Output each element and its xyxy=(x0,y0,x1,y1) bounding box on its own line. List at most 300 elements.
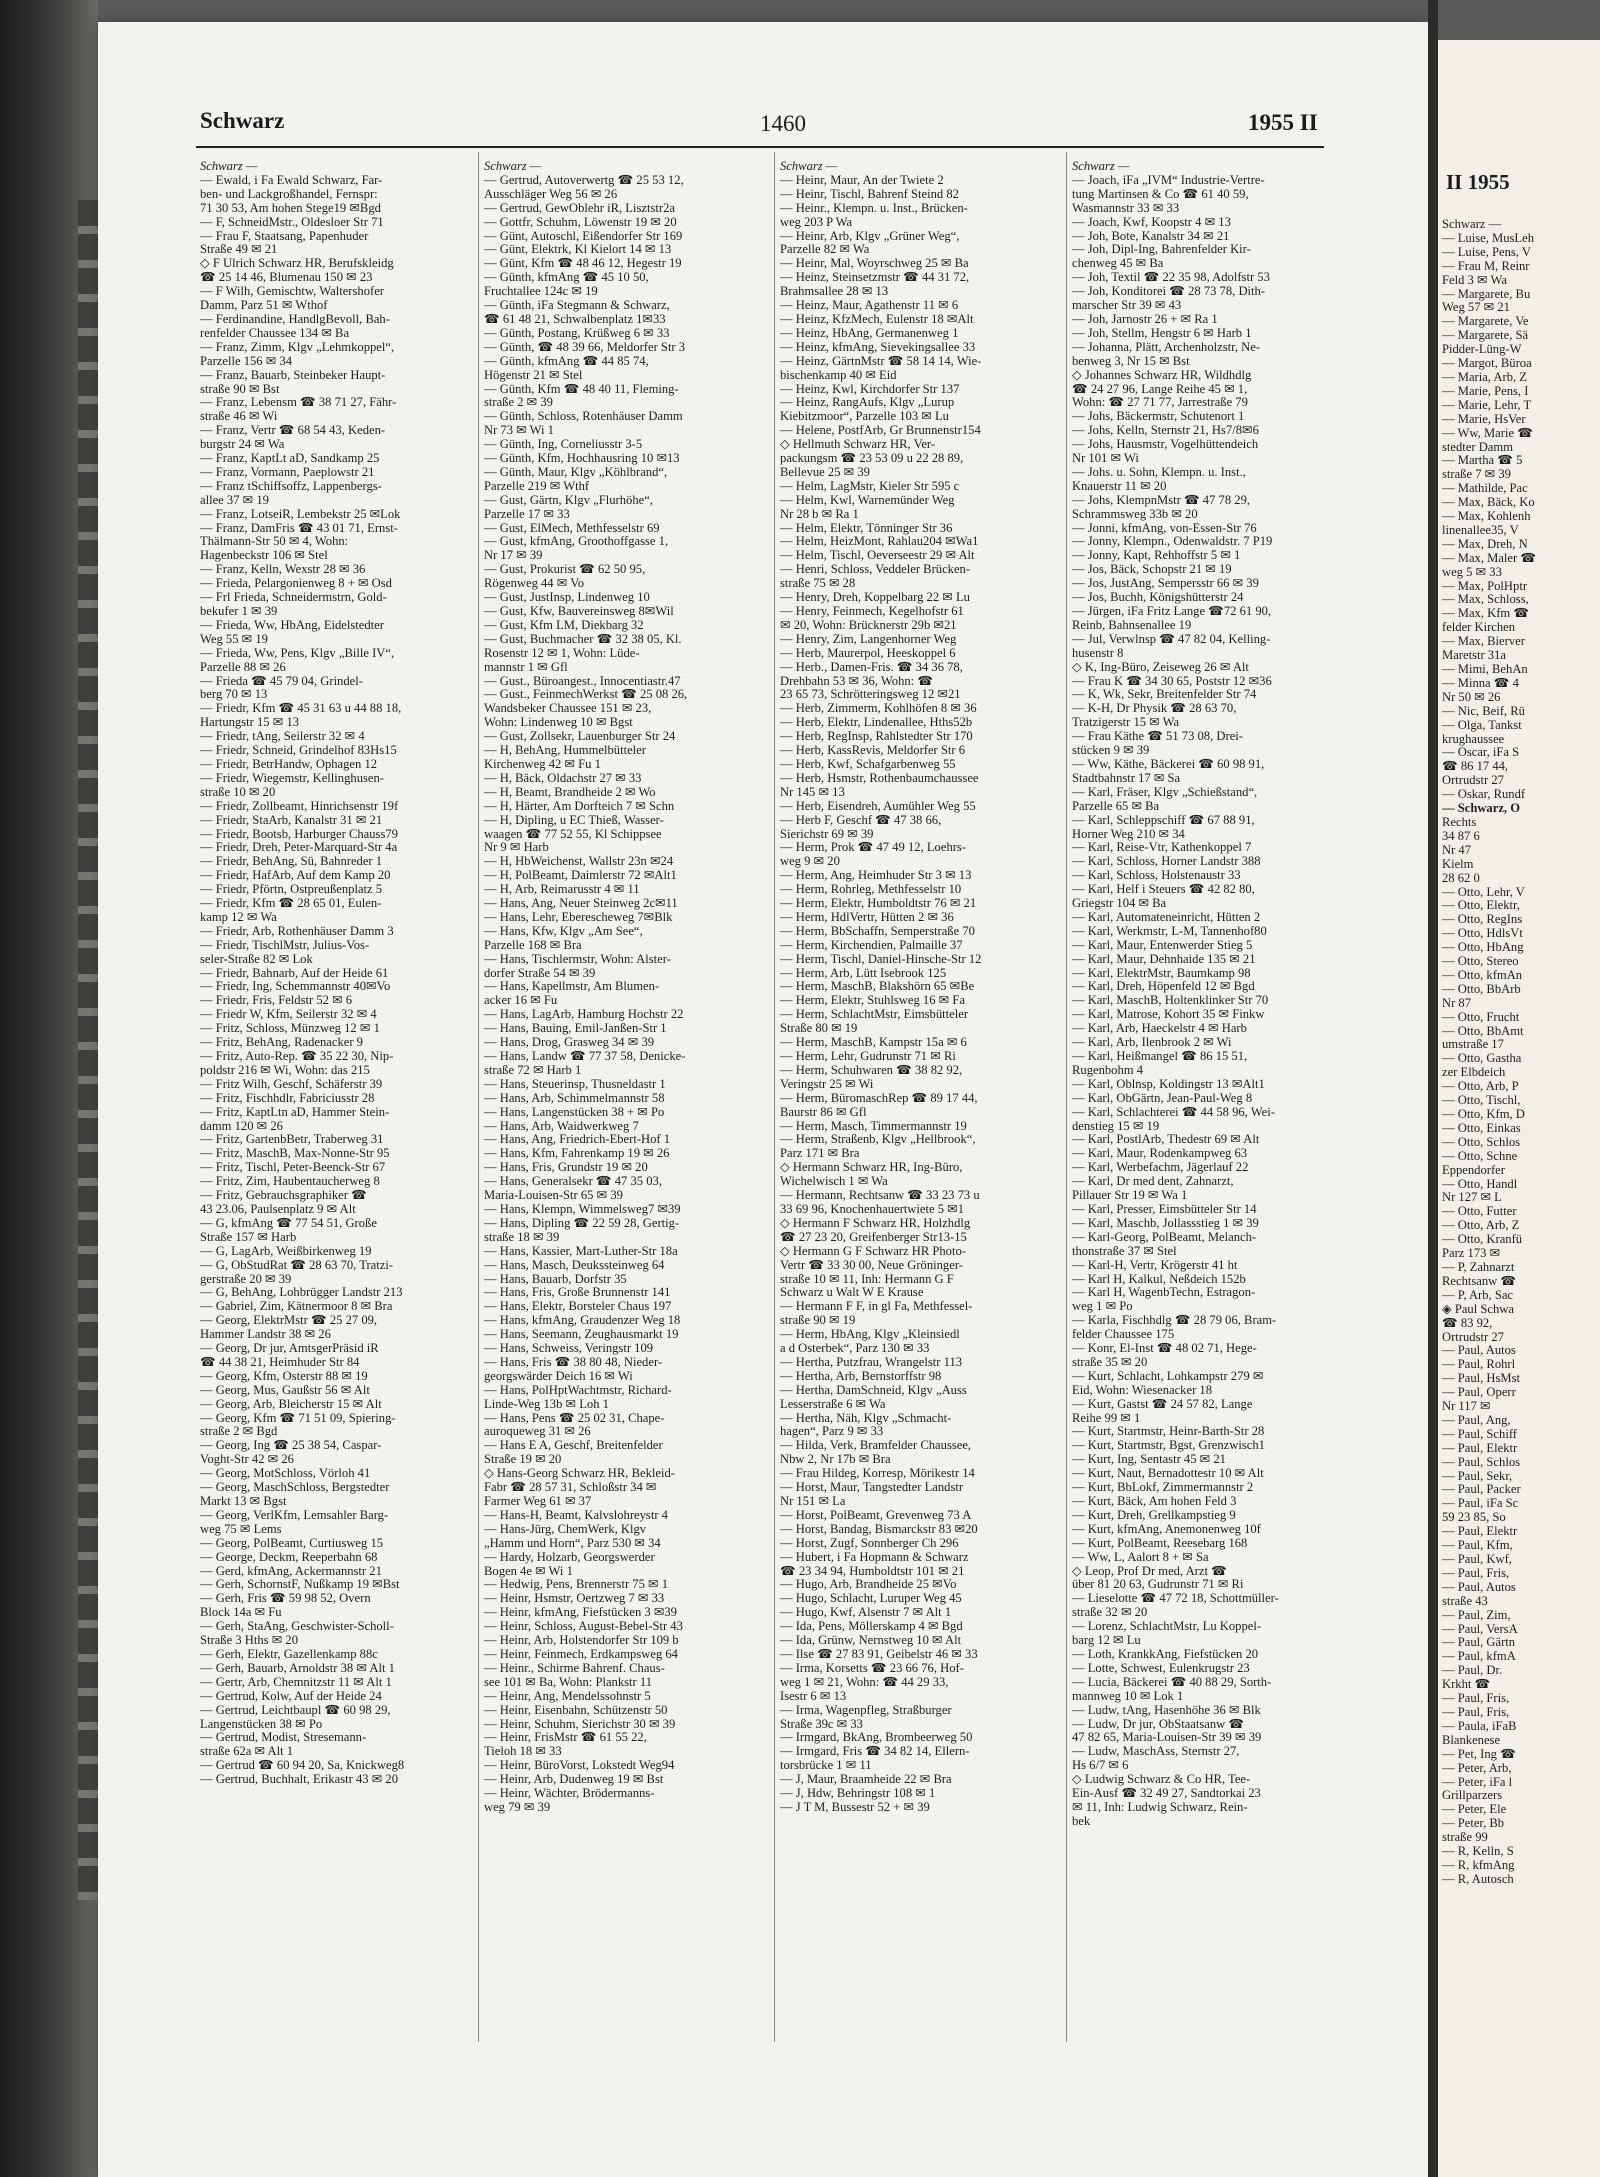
directory-entry-line: — Karl, Schloss, Holstenaustr 33 xyxy=(1072,869,1241,883)
directory-entry-line: — Karl, Werkmstr, L-M, Tannenhof80 xyxy=(1072,924,1267,938)
directory-entry-line: — Friedr, Bahnarb, Auf der Heide 61 xyxy=(200,966,389,980)
directory-entry-line: bischenkamp 40 ✉ Eid xyxy=(780,368,897,382)
directory-entry-line: barg 12 ✉ Lu xyxy=(1072,1634,1141,1648)
right-entry-line: — Paul, Fris, xyxy=(1442,1566,1510,1580)
right-entry-line: Ortrudstr 27 xyxy=(1442,774,1504,788)
directory-entry-line: auroqueweg 31 ✉ 26 xyxy=(484,1425,591,1439)
right-entry-line: Rechts xyxy=(1442,815,1477,829)
directory-entry-line: — H, Bäck, Oldachstr 27 ✉ 33 xyxy=(484,771,642,785)
directory-entry-line: Damm, Parz 51 ✉ Wthof xyxy=(200,299,328,313)
directory-entry-line: — Hans, Generalsekr ☎ 47 35 03, xyxy=(484,1175,662,1189)
directory-entry-line: — Ida, Pens, Möllerskamp 4 ✉ Bgd xyxy=(780,1620,963,1634)
directory-entry-line: Parzelle 219 ✉ Wthf xyxy=(484,479,590,493)
directory-entry-line: Nr 17 ✉ 39 xyxy=(484,549,543,563)
directory-entry-line: — Ida, Grünw, Nernstweg 10 ✉ Alt xyxy=(780,1634,962,1648)
directory-entry-line: — Hans, Kfw, Klgv „Am See“, xyxy=(484,924,643,938)
directory-entry-line: — H, Härter, Am Dorfteich 7 ✉ Schn xyxy=(484,799,675,813)
directory-entry-line: Wohn: ☎ 27 71 77, Jarrestraße 79 xyxy=(1072,396,1248,410)
directory-entry-line: — Hans, Steuerinsp, Thusneldastr 1 xyxy=(484,1077,666,1091)
right-entry-line: — Paul, Kfm, xyxy=(1442,1539,1513,1553)
directory-entry-line: — Hans, Drog, Grasweg 34 ✉ 39 xyxy=(484,1036,655,1050)
directory-entry-line: — Gertrud, Leichtbaupl ☎ 60 98 29, xyxy=(200,1703,391,1717)
directory-entry-line: — Hans, Kapellmstr, Am Blumen- xyxy=(484,980,660,994)
right-entry-line: — Nic, Beif, Rü xyxy=(1442,704,1525,718)
directory-entry-line: — Karl, Werbefachm, Jägerlauf 22 xyxy=(1072,1161,1249,1175)
directory-entry-line: — Ww, L, Aalort 8 + ✉ Sa xyxy=(1072,1550,1209,1564)
directory-entry-line: — Fritz, KaptLtn aD, Hammer Stein- xyxy=(200,1105,390,1119)
directory-entry-line: — Herm, Lehr, Gudrunstr 71 ✉ Ri xyxy=(780,1050,956,1063)
directory-entry-line: Tieloh 18 ✉ 33 xyxy=(484,1745,562,1759)
directory-entry-line: — Karl, Schleppschiff ☎ 67 88 91, xyxy=(1072,813,1255,827)
directory-entry-line: — Henry, Dreh, Koppelbarg 22 ✉ Lu xyxy=(780,591,970,605)
directory-entry-line: — Helene, PostfArb, Gr Brunnenstr154 xyxy=(780,424,981,438)
directory-entry-line: — Heinr, kfmAng, Fiefstücken 3 ✉39 xyxy=(484,1606,677,1620)
directory-entry-line: — Heinr, Maur, An der Twiete 2 xyxy=(780,173,944,187)
right-entry-line: — Paul, VersA xyxy=(1442,1622,1518,1636)
directory-entry-line: Parzelle 17 ✉ 33 xyxy=(484,507,570,521)
directory-entry-line: — George, Deckm, Reeperbahn 68 xyxy=(200,1550,378,1564)
directory-entry-line: Isestr 6 ✉ 13 xyxy=(780,1689,847,1703)
directory-entry-line: dorfer Straße 54 ✉ 39 xyxy=(484,966,596,980)
directory-entry-line: renfelder Chaussee 134 ✉ Ba xyxy=(200,326,350,340)
directory-entry-line: — Joh, Konditorei ☎ 28 73 78, Dith- xyxy=(1072,285,1266,299)
directory-entry-line: straße 35 ✉ 20 xyxy=(1072,1355,1148,1369)
directory-entry-line: — J, Hdw, Behringstr 108 ✉ 1 xyxy=(780,1787,936,1801)
directory-entry-line: — Hans, Bauarb, Dorfstr 35 xyxy=(484,1272,627,1286)
right-entry-line: — Otto, Arb, Z xyxy=(1442,1219,1520,1233)
directory-entry-line: straße 72 ✉ Harb 1 xyxy=(484,1063,582,1077)
directory-entry-line: — Hans, Elektr, Borsteler Chaus 197 xyxy=(484,1300,672,1314)
directory-entry-line: — Hans, kfmAng, Graudenzer Weg 18 xyxy=(484,1314,681,1328)
directory-entry-line: — Joh, Stellm, Hengstr 6 ✉ Harb 1 xyxy=(1072,326,1252,340)
directory-entry-line: — Günth, kfmAng ☎ 45 10 50, xyxy=(484,271,649,285)
directory-entry-line: Nr 101 ✉ Wi xyxy=(1072,452,1139,466)
page-header-name: Schwarz xyxy=(200,108,285,133)
directory-entry-line: marscher Str 39 ✉ 43 xyxy=(1072,299,1182,313)
directory-entry-line: — Joh, Bote, Kanalstr 34 ✉ 21 xyxy=(1072,229,1230,243)
directory-entry-line: — Gertr, Arb, Chemnitzstr 11 ✉ Alt 1 xyxy=(200,1675,392,1689)
right-entry-line: — Otto, RegIns xyxy=(1442,913,1523,927)
directory-entry-line: 71 30 53, Am hohen Stege19 ✉Bgd xyxy=(200,201,381,215)
directory-entry-line: — Hertha, Putzfrau, Wrangelstr 113 xyxy=(780,1355,963,1369)
directory-entry-line: — Friedr, Dreh, Peter-Marquard-Str 4a xyxy=(200,841,398,855)
directory-entry-line: — Friedr, Fris, Feldstr 52 ✉ 6 xyxy=(200,994,353,1008)
right-entry-line: — R, kfmAng xyxy=(1442,1858,1515,1872)
directory-entry-line: — Gerh, SchornstF, Nußkamp 19 ✉Bst xyxy=(200,1578,400,1592)
directory-entry-line: — Gertrud ☎ 60 94 20, Sa, Knickweg8 xyxy=(200,1759,405,1773)
directory-entry-line: — Heinz, RangAufs, Klgv „Lurup xyxy=(780,396,955,410)
right-entry-line: Ortrudstr 27 xyxy=(1442,1330,1504,1344)
directory-entry-line: — Georg, Arb, Bleicherstr 15 ✉ Alt xyxy=(200,1397,382,1411)
directory-entry-line: straße 46 ✉ Wi xyxy=(200,410,278,424)
directory-entry-line: — Friedr, StaArb, Kanalstr 31 ✉ 21 xyxy=(200,813,383,827)
directory-entry-line: — Hermann, Rechtsanw ☎ 33 23 73 u xyxy=(780,1189,980,1203)
directory-entry-line: — Karl, Maschb, Jollassstieg 1 ✉ 39 xyxy=(1072,1216,1259,1230)
directory-entry-line: Weg 55 ✉ 19 xyxy=(200,632,268,646)
directory-entry-line: — Heinr, Wächter, Brödermanns- xyxy=(484,1787,655,1801)
directory-entry-line: ◇ K, Ing-Büro, Zeiseweg 26 ✉ Alt xyxy=(1072,660,1249,674)
right-entry-line: — Peter, Arb, xyxy=(1442,1761,1512,1775)
directory-entry-line: Rögenweg 44 ✉ Vo xyxy=(484,577,584,591)
directory-entry-line: Rugenbohm 4 xyxy=(1072,1063,1144,1077)
directory-entry-line: — Günth, Kfm, Hochhausring 10 ✉13 xyxy=(484,452,680,466)
directory-entry-line: — Gerd, kfmAng, Ackermannstr 21 xyxy=(200,1564,382,1578)
column-heading: Schwarz — xyxy=(200,160,258,173)
directory-entry-line: — Ludw, MaschAss, Sternstr 27, xyxy=(1072,1745,1240,1759)
directory-entry-line: — Herb, Zimmerm, Kohlhöfen 8 ✉ 36 xyxy=(780,702,977,716)
directory-entry-line: — Gust, Buchmacher ☎ 32 38 05, Kl. xyxy=(484,632,682,646)
right-entry-line: — Oskar, Rundf xyxy=(1442,788,1526,802)
directory-entry-line: — Heinr, FrisMstr ☎ 61 55 22, xyxy=(484,1731,647,1745)
directory-entry-line: — K-H, Dr Physik ☎ 28 63 70, xyxy=(1072,702,1237,716)
right-entry-line: Nr 127 ✉ L xyxy=(1442,1191,1502,1205)
directory-entry-line: — Georg, Mus, Gaußstr 56 ✉ Alt xyxy=(200,1383,370,1397)
directory-entry-line: — Jonni, kfmAng, von-Essen-Str 76 xyxy=(1072,521,1257,535)
directory-entry-line: — Herm, Masch, Timmermannstr 19 xyxy=(780,1119,967,1133)
directory-entry-line: weg 75 ✉ Lems xyxy=(200,1522,282,1536)
directory-entry-line: — Georg, MotSchloss, Vörloh 41 xyxy=(200,1467,371,1481)
right-entry-line: — Paul, Packer xyxy=(1442,1483,1521,1497)
directory-entry-line: — Kurt, kfmAng, Anemonenweg 10f xyxy=(1072,1522,1261,1536)
right-entry-line: — Otto, Einkas xyxy=(1442,1121,1521,1135)
directory-entry-line: — G, LagArb, Weißbirkenweg 19 xyxy=(200,1244,372,1258)
column-heading: Schwarz — xyxy=(484,160,542,173)
right-entry-line: — Paul, Rohrl xyxy=(1442,1358,1516,1372)
directory-entry-line: — Heinr, Arb, Klgv „Grüner Weg“, xyxy=(780,229,960,243)
directory-entry-line: — Henri, Schloss, Veddeler Brücken- xyxy=(780,563,971,577)
right-entry-line: — Margarete, Sä xyxy=(1442,329,1529,343)
right-page-header: II 1955 xyxy=(1446,170,1510,194)
column-heading: Schwarz — xyxy=(780,160,838,173)
directory-entry-line: — Hans, Ang, Friedrich-Ebert-Hof 1 xyxy=(484,1133,671,1147)
directory-entry-line: — Fritz, Gebrauchsgraphiker ☎ xyxy=(200,1189,367,1203)
directory-entry-line: see 101 ✉ Ba, Wohn: Plankstr 11 xyxy=(484,1675,652,1689)
right-entry-line: — Paul, iFa Sc xyxy=(1442,1497,1519,1511)
right-entry-line: Maretstr 31a xyxy=(1442,649,1506,663)
directory-entry-line: straße 10 ✉ 20 xyxy=(200,785,276,799)
right-entry-line: Weg 57 ✉ 21 xyxy=(1442,301,1510,315)
directory-entry-line: — Hans, LagArb, Hamburg Hochstr 22 xyxy=(484,1008,684,1022)
directory-entry-line: — Fritz, Schloss, Münzweg 12 ✉ 1 xyxy=(200,1022,380,1036)
directory-entry-line: — H, HbWeichenst, Wallstr 23n ✉24 xyxy=(484,855,674,869)
directory-column-4 xyxy=(1072,160,1344,1829)
directory-entry-line: — Joh, Textil ☎ 22 35 98, Adolfstr 53 xyxy=(1072,271,1270,285)
directory-entry-line: — J T M, Bussestr 52 + ✉ 39 xyxy=(780,1800,930,1814)
right-entry-line: — Oscar, iFa S xyxy=(1442,746,1520,760)
directory-entry-line: Nr 73 ✉ Wi 1 xyxy=(484,424,554,438)
directory-entry-line: — Johs, Hausmstr, Vogelhüttendeich xyxy=(1072,438,1259,452)
directory-entry-line: Parzelle 88 ✉ 26 xyxy=(200,660,286,674)
directory-entry-line: georgswärder Deich 16 ✉ Wi xyxy=(484,1369,633,1383)
directory-entry-line: — Georg, Kfm, Osterstr 88 ✉ 19 xyxy=(200,1369,368,1383)
right-entry-line: — Paul, Autos xyxy=(1442,1580,1516,1594)
directory-entry-line: — Joach, iFa „IVM“ Industrie-Vertre- xyxy=(1072,173,1265,187)
right-entry-line: — Margarete, Bu xyxy=(1442,287,1531,301)
right-entry-line: — Max, Bäck, Ko xyxy=(1442,496,1535,510)
directory-entry-line: thonstraße 37 ✉ Stel xyxy=(1072,1244,1177,1258)
directory-entry-line: — G, kfmAng ☎ 77 54 51, Große xyxy=(200,1216,377,1230)
right-entry-line: — Margarete, Ve xyxy=(1442,315,1529,329)
directory-entry-line: ☎ 24 27 96, Lange Reihe 45 ✉ 1, xyxy=(1072,382,1248,396)
directory-entry-line: — Herm, SchlachtMstr, Eimsbütteler xyxy=(780,1008,969,1022)
directory-entry-line: straße 75 ✉ 28 xyxy=(780,577,856,591)
directory-entry-line: Baurstr 86 ✉ Gfl xyxy=(780,1105,867,1119)
directory-entry-line: — Heinr, Arb, Dudenweg 19 ✉ Bst xyxy=(484,1773,664,1787)
right-entry-line: Pidder-Lüng-W xyxy=(1442,343,1522,357)
right-entry-line: Eppendorfer xyxy=(1442,1163,1505,1177)
directory-entry-line: Parzelle 65 ✉ Ba xyxy=(1072,799,1160,813)
directory-entry-line: — Helm, Tischl, Oeverseestr 29 ✉ Alt xyxy=(780,549,975,563)
column-divider xyxy=(774,152,775,2042)
directory-entry-line: — Herm, MaschB, Kampstr 15a ✉ 6 xyxy=(780,1036,967,1050)
directory-entry-line: — Herm, HdlVertr, Hütten 2 ✉ 36 xyxy=(780,910,954,924)
directory-entry-line: Kirchenweg 42 ✉ Fu 1 xyxy=(484,757,601,771)
directory-entry-line: — Fritz, Fischhdlr, Fabriciusstr 28 xyxy=(200,1091,375,1105)
directory-entry-line: — Johs, Kelln, Sternstr 21, Hs7/8✉6 xyxy=(1072,424,1259,438)
directory-entry-line: — Joh, Jarnostr 26 + ✉ Ra 1 xyxy=(1072,312,1218,326)
right-entry-line: — Otto, Lehr, V xyxy=(1442,885,1525,899)
directory-entry-line: — Herb, Kwf, Schafgarbenweg 55 xyxy=(780,757,956,771)
directory-entry-line: — Karl, Helf i Steuers ☎ 42 82 80, xyxy=(1072,883,1255,897)
directory-entry-line: waagen ☎ 77 52 55, Kl Schippsee xyxy=(484,827,662,841)
directory-entry-line: Linde-Weg 13b ✉ Loh 1 xyxy=(484,1397,609,1411)
right-entry-line: — Frau M, Reinr xyxy=(1442,259,1530,273)
right-entry-line: — Martha ☎ 5 xyxy=(1442,454,1523,468)
directory-entry-line: damm 120 ✉ 26 xyxy=(200,1119,283,1133)
directory-entry-line: berg 70 ✉ 13 xyxy=(200,688,268,702)
directory-entry-line: — Franz, Kelln, Wexstr 28 ✉ 36 xyxy=(200,563,366,577)
directory-column-1 xyxy=(200,160,472,1787)
directory-entry-line: — Hans, Pens ☎ 25 02 31, Chape- xyxy=(484,1411,665,1425)
directory-entry-line: — Franz, DamFris ☎ 43 01 71, Ernst- xyxy=(200,521,398,535)
right-entry-line: — Otto, Schne xyxy=(1442,1149,1518,1163)
directory-entry-line: — Georg, VerlKfm, Lemsahler Barg- xyxy=(200,1508,389,1522)
right-entry-line: zer Elbdeich xyxy=(1442,1066,1506,1080)
directory-entry-line: straße 90 ✉ 19 xyxy=(780,1314,856,1328)
directory-entry-line: Parzelle 168 ✉ Bra xyxy=(484,938,582,952)
directory-entry-line: Parzelle 156 ✉ 34 xyxy=(200,354,293,368)
directory-entry-line: — Helm, Kwl, Warnemünder Weg xyxy=(780,493,955,507)
directory-entry-line: straße 2 ✉ Bgd xyxy=(200,1425,278,1439)
directory-entry-line: Veringstr 25 ✉ Wi xyxy=(780,1077,874,1091)
directory-entry-line: — Helm, HeizMont, Rahlau204 ✉Wa1 xyxy=(780,535,979,549)
right-entry-line: — P, Zahnarzt xyxy=(1442,1260,1515,1274)
right-entry-line: Blankenese xyxy=(1442,1733,1501,1747)
right-entry-line: — Otto, Schlos xyxy=(1442,1135,1521,1149)
directory-entry-line: Straße 39c ✉ 33 xyxy=(780,1717,863,1731)
directory-entry-line: — Hans-Jürg, ChemWerk, Klgv xyxy=(484,1522,647,1536)
right-entry-line: — Paul, Sekr, xyxy=(1442,1469,1513,1483)
directory-entry-line: — Herm, BbSchaffn, Semperstraße 70 xyxy=(780,924,975,938)
directory-entry-line: — Gust, Prokurist ☎ 62 50 95, xyxy=(484,563,646,577)
directory-entry-line: Thälmann-Str 50 ✉ 4, Wohn: xyxy=(200,535,349,549)
right-page-column xyxy=(1442,218,1598,1887)
directory-entry-line: — Heinz, Maur, Agathenstr 11 ✉ 6 xyxy=(780,299,959,313)
directory-entry-line: — Karl, Maur, Dehnhaide 135 ✉ 21 xyxy=(1072,952,1256,966)
directory-entry-line: — Gust, Kfw, Bauvereinsweg 8✉Wil xyxy=(484,605,674,618)
directory-entry-line: — Hans, Lehr, Eberescheweg 7✉Blk xyxy=(484,910,673,924)
directory-entry-line: — Kurt, Dreh, Grellkampstieg 9 xyxy=(1072,1508,1236,1522)
directory-entry-line: mannweg 10 ✉ Lok 1 xyxy=(1072,1689,1184,1703)
directory-column-3 xyxy=(780,160,1052,1815)
right-entry-line: ☎ 86 17 44, xyxy=(1442,760,1509,774)
directory-entry-line: — Franz tSchiffsoffz, Lappenbergs- xyxy=(200,479,382,493)
directory-entry-line: straße 32 ✉ 20 xyxy=(1072,1606,1148,1620)
directory-entry-line: — Hans, Dipling ☎ 22 59 28, Gertig- xyxy=(484,1216,680,1230)
directory-entry-line: — Horst, Bandag, Bismarckstr 83 ✉20 xyxy=(780,1522,978,1536)
directory-entry-line: — Fritz, GartenbBetr, Traberweg 31 xyxy=(200,1133,384,1147)
right-entry-line: — Max, PolHptr xyxy=(1442,579,1528,593)
directory-entry-line: — Karl, Fräser, Klgv „Schießstand“, xyxy=(1072,785,1258,799)
directory-entry-line: — Karl, Maur, Rodenkampweg 63 xyxy=(1072,1147,1248,1161)
directory-entry-line: poldstr 216 ✉ Wi, Wohn: das 215 xyxy=(200,1063,370,1077)
directory-entry-line: — Hedwig, Pens, Brennerstr 75 ✉ 1 xyxy=(484,1578,669,1592)
right-entry-line: — P, Arb, Sac xyxy=(1442,1288,1514,1302)
right-entry-line: — Luise, Pens, V xyxy=(1442,245,1531,259)
directory-entry-line: Wichelwisch 1 ✉ Wa xyxy=(780,1175,888,1189)
right-entry-line: — Otto, BbAmt xyxy=(1442,1024,1524,1038)
directory-entry-line: — Fritz, Auto-Rep. ☎ 35 22 30, Nip- xyxy=(200,1050,394,1063)
right-entry-line: Krkht ☎ xyxy=(1442,1678,1491,1692)
right-entry-line: — Max, Schloss, xyxy=(1442,593,1529,607)
directory-entry-line: — Karl, Presser, Eimsbütteler Str 14 xyxy=(1072,1202,1257,1216)
directory-entry-line: Lesserstraße 6 ✉ Wa xyxy=(780,1397,886,1411)
directory-entry-line: — Heinr, Ang, Mendelssohnstr 5 xyxy=(484,1689,651,1703)
directory-entry-line: — Herb, Hsmstr, Rothenbaumchaussee xyxy=(780,771,979,785)
page-gutter xyxy=(1428,0,1438,2177)
directory-entry-line: — Friedr, BetrHandw, Ophagen 12 xyxy=(200,757,378,771)
directory-entry-line: — Frau Käthe ☎ 51 73 08, Drei- xyxy=(1072,730,1243,744)
column-heading: Schwarz — xyxy=(1072,160,1130,173)
directory-entry-line: — Gust., Büroangest., Innocentiastr.47 xyxy=(484,674,681,688)
directory-entry-line: — Heinr, Eisenbahn, Schützenstr 50 xyxy=(484,1703,668,1717)
directory-entry-line: — Hertha, Arb, Bernstorffstr 98 xyxy=(780,1369,942,1383)
directory-entry-line: Horner Weg 210 ✉ 34 xyxy=(1072,827,1185,841)
right-entry-line: Grillparzers xyxy=(1442,1789,1503,1803)
directory-entry-line: Eid, Wohn: Wiesenacker 18 xyxy=(1072,1383,1213,1397)
directory-entry-line: — Ludw, tAng, Hasenhöhe 36 ✉ Blk xyxy=(1072,1703,1261,1717)
directory-entry-line: — H, Dipling, u EC Thieß, Wasser- xyxy=(484,813,664,827)
directory-entry-line: — K, Wk, Sekr, Breitenfelder Str 74 xyxy=(1072,688,1257,702)
directory-entry-line: — Ewald, i Fa Ewald Schwarz, Far- xyxy=(200,173,383,187)
directory-entry-line: — Herb, Eisendreh, Aumühler Weg 55 xyxy=(780,799,976,813)
right-entry-line: — Mathilde, Pac xyxy=(1442,482,1528,496)
directory-entry-line: — H, Beamt, Brandheide 2 ✉ Wo xyxy=(484,785,656,799)
directory-entry-line: — G, ObStudRat ☎ 28 63 70, Tratzi- xyxy=(200,1258,394,1272)
directory-entry-line: Hagenbeckstr 106 ✉ Stel xyxy=(200,549,328,563)
directory-entry-line: Högenstr 21 ✉ Stel xyxy=(484,368,583,382)
directory-entry-line: — Fritz, BehAng, Radenacker 9 xyxy=(200,1036,363,1050)
directory-entry-line: — Günth, Postang, Krüßweg 6 ✉ 33 xyxy=(484,326,670,340)
right-entry-line: — Otto, Frucht xyxy=(1442,1010,1520,1024)
directory-entry-line: straße 2 ✉ 39 xyxy=(484,396,553,410)
directory-entry-line: Brahmsallee 28 ✉ 13 xyxy=(780,285,889,299)
directory-entry-line: — Gertrud, Autoverwertg ☎ 25 53 12, xyxy=(484,173,684,187)
directory-entry-line: — Lotte, Schwest, Eulenkrugstr 23 xyxy=(1072,1661,1250,1675)
directory-entry-line: — Friedr, Bootsb, Harburger Chauss79 xyxy=(200,827,398,841)
directory-entry-line: — Heinr, Schloss, August-Bebel-Str 43 xyxy=(484,1620,683,1634)
directory-entry-line: — Hermann F F, in gl Fa, Methfessel- xyxy=(780,1300,973,1314)
directory-entry-line: ◇ Ludwig Schwarz & Co HR, Tee- xyxy=(1072,1773,1251,1787)
directory-entry-line: — Heinz, HbAng, Germanenweg 1 xyxy=(780,326,959,340)
directory-entry-line: ☎ 61 48 21, Schwalbenplatz 1✉33 xyxy=(484,312,666,326)
directory-entry-line: — Lorenz, SchlachtMstr, Lu Koppel- xyxy=(1072,1620,1262,1634)
right-entry-line: — Maria, Arb, Z xyxy=(1442,370,1527,384)
directory-entry-line: bek xyxy=(1072,1814,1091,1828)
right-entry-line: — Otto, Kfm, D xyxy=(1442,1108,1525,1121)
directory-entry-line: ◇ Hermann F Schwarz HR, Holzhdlg xyxy=(780,1216,971,1230)
directory-entry-line: — Hans, Seemann, Zeughausmarkt 19 xyxy=(484,1328,679,1342)
right-column-heading: Schwarz — xyxy=(1442,218,1502,231)
directory-entry-line: ◇ Leop, Prof Dr med, Arzt ☎ xyxy=(1072,1564,1227,1578)
directory-entry-line: Straße 157 ✉ Harb xyxy=(200,1230,297,1244)
directory-entry-line: — Kurt, Naut, Bernadottestr 10 ✉ Alt xyxy=(1072,1467,1264,1481)
directory-entry-line: — Karl, Matrose, Kohort 35 ✉ Finkw xyxy=(1072,1008,1265,1022)
directory-entry-line: — Franz, LotseiR, Lembekstr 25 ✉Lok xyxy=(200,507,401,521)
right-entry-line: — Paul, Schiff xyxy=(1442,1427,1517,1441)
directory-entry-line: 47 82 65, Maria-Louisen-Str 39 ✉ 39 xyxy=(1072,1731,1262,1745)
right-entry-line: Rechtsanw ☎ xyxy=(1442,1274,1517,1288)
right-entry-line: felder Kirchen xyxy=(1442,621,1516,635)
right-entry-line: — Margot, Büroa xyxy=(1442,357,1532,371)
directory-entry-line: kamp 12 ✉ Wa xyxy=(200,910,277,924)
directory-entry-line: — Helm, Elektr, Tönninger Str 36 xyxy=(780,521,953,535)
directory-entry-line: — Frl Frieda, Schneidermstrn, Gold- xyxy=(200,591,387,605)
directory-entry-line: Ausschläger Weg 56 ✉ 26 xyxy=(484,187,618,201)
directory-entry-line: — Heinr, Hsmstr, Oertzweg 7 ✉ 33 xyxy=(484,1592,665,1606)
directory-entry-line: — Kurt, BbLokf, Zimmermannstr 2 xyxy=(1072,1481,1254,1495)
directory-entry-line: — Georg, MaschSchloss, Bergstedter xyxy=(200,1481,390,1495)
directory-entry-line: — Günth, Maur, Klgv „Köhlbrand“, xyxy=(484,465,668,479)
directory-entry-line: Kiebitzmoor“, Parzelle 103 ✉ Lu xyxy=(780,410,949,424)
directory-entry-line: — Karl, Schloss, Horner Landstr 388 xyxy=(1072,855,1261,869)
right-entry-line: — Paul, Zim, xyxy=(1442,1608,1511,1622)
directory-entry-line: — Heinr, Tischl, Bahrenf Steind 82 xyxy=(780,187,959,201)
directory-entry-line: — Heinr, Feinmech, Erdkampsweg 64 xyxy=(484,1647,678,1661)
directory-entry-line: — Georg, PolBeamt, Curtiusweg 15 xyxy=(200,1536,384,1550)
right-entry-line: — Marie, Lehr, T xyxy=(1442,398,1532,412)
directory-entry-line: — Frau K ☎ 34 30 65, Poststr 12 ✉36 xyxy=(1072,674,1272,688)
directory-entry-line: Vertr ☎ 33 30 00, Neue Gröninger- xyxy=(780,1258,963,1272)
directory-entry-line: — Irmgard, BkAng, Brombeerweg 50 xyxy=(780,1731,973,1745)
directory-entry-line: — Heinr, BüroVorst, Lokstedt Weg94 xyxy=(484,1759,675,1773)
directory-entry-line: — Konr, El-Inst ☎ 48 02 71, Hege- xyxy=(1072,1342,1257,1356)
directory-entry-line: Reihe 99 ✉ 1 xyxy=(1072,1411,1141,1425)
directory-entry-line: straße 10 ✉ 11, Inh: Hermann G F xyxy=(780,1272,954,1286)
directory-entry-line: — Hans, Arb, Waidwerkweg 7 xyxy=(484,1119,639,1133)
directory-entry-line: — Kurt, Startmstr, Bgst, Grenzwisch1 xyxy=(1072,1439,1265,1453)
directory-entry-line: — Karl, Schlachterei ☎ 44 58 96, Wei- xyxy=(1072,1105,1275,1119)
directory-entry-line: — Heinr, Arb, Holstendorfer Str 109 b xyxy=(484,1634,679,1648)
directory-entry-line: — Heinr., Schirme Bahrenf. Chaus- xyxy=(484,1661,665,1675)
right-entry-line: — R, Autosch xyxy=(1442,1872,1514,1886)
directory-entry-line: — Franz, Vormann, Paeplowstr 21 xyxy=(200,465,375,479)
directory-entry-line: Maria-Louisen-Str 65 ✉ 39 xyxy=(484,1189,623,1203)
directory-entry-line: — Hugo, Arb, Brandheide 25 ✉Vo xyxy=(780,1578,957,1592)
directory-entry-line: — Herm, Rohrleg, Methfesselstr 10 xyxy=(780,883,962,897)
right-entry-line: — Otto, Tischl, xyxy=(1442,1094,1521,1108)
directory-entry-line: — Kurt, PolBeamt, Reesebarg 168 xyxy=(1072,1536,1248,1550)
right-entry-line: — Paul, Fris, xyxy=(1442,1692,1510,1706)
directory-entry-line: ◇ F Ulrich Schwarz HR, Berufskleidg xyxy=(200,257,394,271)
directory-entry-line: Markt 13 ✉ Bgst xyxy=(200,1495,287,1508)
directory-entry-line: — Heinz, kfmAng, Sievekingsallee 33 xyxy=(780,340,976,354)
directory-entry-line: straße 62a ✉ Alt 1 xyxy=(200,1745,294,1759)
directory-entry-line: — Henry, Feinmech, Kegelhofstr 61 xyxy=(780,605,964,618)
directory-entry-line: — Friedr, Schneid, Grindelhof 83Hs15 xyxy=(200,744,397,758)
directory-entry-line: Langenstücken 38 ✉ Po xyxy=(200,1717,323,1731)
directory-entry-line: weg 203 P Wa xyxy=(780,215,853,229)
